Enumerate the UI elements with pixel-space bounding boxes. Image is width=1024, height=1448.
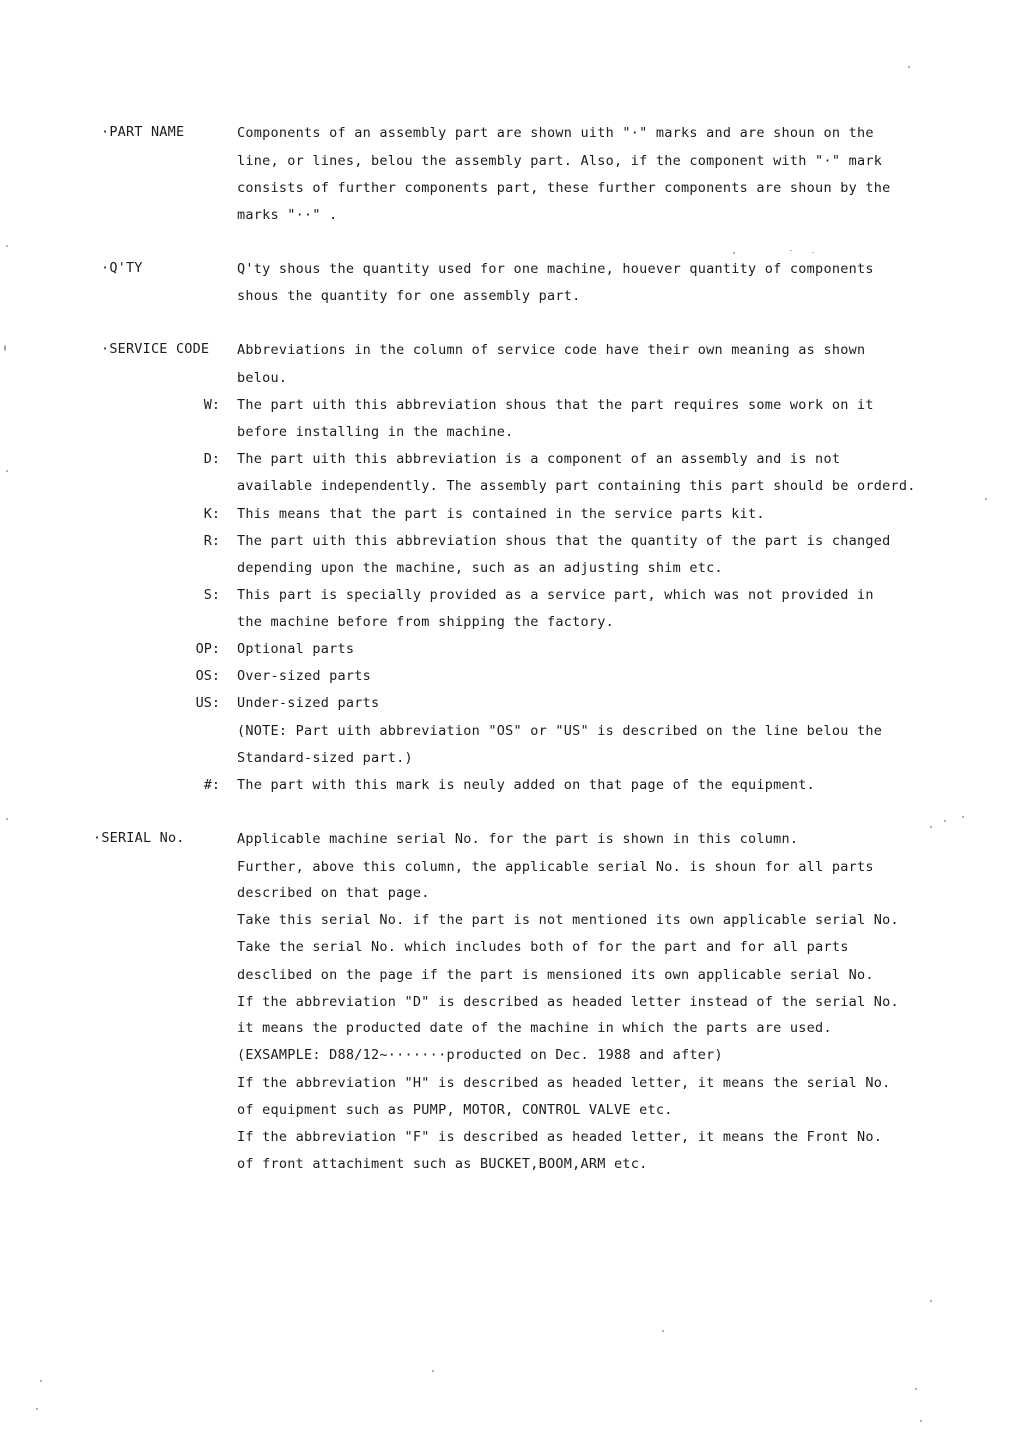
code-k: K:	[203, 506, 220, 522]
serial-line-11: of equipment such as PUMP, MOTOR, CONTROL VALVE etc.	[237, 1102, 673, 1118]
part-name-line-4: marks "··" .	[237, 207, 338, 223]
serial-line-13: of front attachiment such as BUCKET,BOOM,ARM etc.	[237, 1156, 648, 1172]
serial-line-2: Further, above this column, the applicable serial No. is shoun for all parts	[237, 859, 874, 875]
scan-speck	[962, 816, 964, 818]
code-d: D:	[203, 451, 220, 467]
qty-line-2: shous the quantity for one assembly part.	[237, 288, 581, 304]
code-us-note-line-1: (NOTE: Part uith abbreviation "OS" or "US" is described on the line belou the	[237, 723, 883, 739]
scan-speck	[4, 345, 6, 351]
code-w-line-2: before installing in the machine.	[237, 424, 514, 440]
scan-speck	[733, 252, 735, 254]
scan-speck	[432, 1370, 434, 1372]
serial-line-12: If the abbreviation "F" is described as headed letter, it means the Front No.	[237, 1129, 883, 1145]
serial-line-1: Applicable machine serial No. for the part is shown in this column.	[237, 831, 799, 847]
scan-speck	[6, 470, 8, 472]
code-r: R:	[203, 533, 220, 549]
serial-line-10: If the abbreviation "H" is described as headed letter, it means the serial No.	[237, 1075, 891, 1091]
scan-speck	[920, 1420, 922, 1422]
scan-speck	[908, 66, 910, 68]
code-d-line-1: The part uith this abbreviation is a component of an assembly and is not	[237, 451, 841, 467]
scan-speck	[915, 1388, 917, 1390]
scan-speck	[6, 245, 8, 247]
code-os-line-1: Over-sized parts	[237, 668, 372, 684]
code-us-note-line-2: Standard-sized part.)	[237, 750, 413, 766]
serial-line-8: it means the producted date of the machine in which the parts are used.	[237, 1020, 832, 1036]
code-r-line-2: depending upon the machine, such as an adjusting shim etc.	[237, 560, 723, 576]
code-us-line-1: Under-sized parts	[237, 695, 380, 711]
part-name-line-2: line, or lines, belou the assembly part. Also, if the component with "·" mark	[237, 153, 883, 169]
code-op: OP:	[195, 641, 220, 657]
serial-line-7: If the abbreviation "D" is described as headed letter instead of the serial No.	[237, 994, 899, 1010]
term-serial-no: ·SERIAL No.	[93, 830, 185, 846]
scan-speck	[36, 1408, 38, 1410]
code-hash-line-1: The part with this mark is neuly added on that page of the equipment.	[237, 777, 816, 793]
code-w: W:	[203, 397, 220, 413]
term-qty: ·Q'TY	[101, 260, 143, 276]
scan-speck	[930, 826, 932, 828]
code-os: OS:	[195, 668, 220, 684]
code-s-line-2: the machine before from shipping the factory.	[237, 614, 614, 630]
scan-speck	[944, 820, 946, 822]
term-service-code: ·SERVICE CODE	[101, 341, 210, 357]
code-s: S:	[203, 587, 220, 603]
qty-line-1: Q'ty shous the quantity used for one machine, houever quantity of components	[237, 261, 874, 277]
scan-speck	[930, 1300, 932, 1302]
scan-speck	[812, 252, 814, 253]
code-w-line-1: The part uith this abbreviation shous that the part requires some work on it	[237, 397, 874, 413]
code-us: US:	[195, 695, 220, 711]
serial-line-3: described on that page.	[237, 885, 430, 901]
term-part-name: ·PART NAME	[101, 124, 185, 140]
code-s-line-1: This part is specially provided as a service part, which was not provided in	[237, 587, 874, 603]
code-hash: #:	[203, 777, 220, 793]
serial-line-4: Take this serial No. if the part is not mentioned its own applicable serial No.	[237, 912, 899, 928]
part-name-line-1: Components of an assembly part are shown uith "·" marks and are shoun on the	[237, 125, 874, 141]
service-code-intro-line-2: belou.	[237, 370, 288, 386]
scan-speck	[662, 1330, 664, 1332]
scan-speck	[6, 818, 8, 820]
serial-line-5: Take the serial No. which includes both of for the part and for all parts	[237, 939, 849, 955]
part-name-line-3: consists of further components part, these further components are shoun by the	[237, 180, 891, 196]
code-r-line-1: The part uith this abbreviation shous that the quantity of the part is changed	[237, 533, 891, 549]
serial-line-9: (EXSAMPLE: D88/12~·······producted on Dec. 1988 and after)	[237, 1047, 723, 1063]
service-code-intro-line-1: Abbreviations in the column of service code have their own meaning as shown	[237, 342, 866, 358]
serial-line-6: desclibed on the page if the part is mensioned its own applicable serial No.	[237, 967, 874, 983]
scan-speck	[790, 250, 792, 251]
code-op-line-1: Optional parts	[237, 641, 355, 657]
scan-speck	[985, 498, 987, 500]
scan-speck	[40, 1380, 42, 1382]
code-k-line-1: This means that the part is contained in the service parts kit.	[237, 506, 765, 522]
code-d-line-2: available independently. The assembly part containing this part should be orderd.	[237, 478, 916, 494]
